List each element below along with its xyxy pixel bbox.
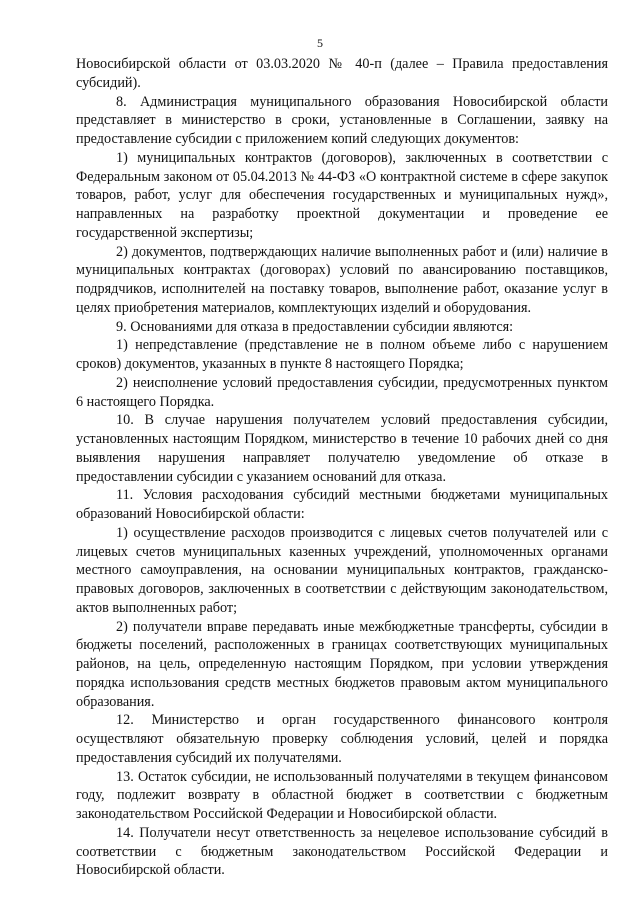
- paragraph: 13. Остаток субсидии, не использованный получателями в текущем финансовом году, подлежит возврату в областной бюджет в соответствии с бюджетным законодательством Российской Федерации и Новосибирской области.: [76, 768, 608, 822]
- paragraph: 12. Министерство и орган государственного финансового контроля осуществляют обязательную проверку соблюдения условий, целей и порядка предоставления субсидий их получателями.: [76, 712, 608, 766]
- paragraph: Новосибирской области от 03.03.2020 № 40-п (далее – Правила предоставления субсидий).: [76, 56, 608, 91]
- paragraph: 8. Администрация муниципального образования Новосибирской области представляет в министерство в сроки, установленные в Соглашении, заявку на предоставление субсидии с приложением копий следующих документов:: [76, 93, 608, 147]
- paragraph: 1) осуществление расходов производится с лицевых счетов получателей или с лицевых счетов муниципальных казенных учреждений, уполномоченных органами местного самоуправления, на основании муниципальных контрактов, гражданско-правовых договоров, заключенных в соответствии с действующим законодательством, актов выполненных работ;: [76, 524, 608, 616]
- paragraph: 10. В случае нарушения получателем условий предоставления субсидии, установленных настоящим Порядком, министерство в течение 10 рабочих дней со дня выявления нарушения направляет получателю уведомление об отказе в предоставлении субсидии с указанием оснований для отказа.: [76, 412, 608, 485]
- page-number: 5: [317, 36, 323, 50]
- paragraph: 2) получатели вправе передавать иные межбюджетные трансферты, субсидии в бюджеты поселений, расположенных в границах соответствующих муниципальных районов, на цель, определенную настоящим Порядком, при условии утверждения порядка использования средств местных бюджетов правовым актом муниципального образования.: [76, 618, 608, 710]
- paragraph: 9. Основаниями для отказа в предоставлении субсидии являются:: [116, 318, 514, 335]
- paragraph: 14. Получатели несут ответственность за нецелевое использование субсидий в соответствии с бюджетным законодательством Российской Федерации и Новосибирской области.: [76, 824, 608, 879]
- paragraph: 2) документов, подтверждающих наличие выполненных работ и (или) наличие в муниципальных контрактах (договорах) условий по авансированию поставщиков, подрядчиков, исполнителей на поставку товаров, выполнение работ, оказание услуг в целях приобретения материалов, комплектующих изделий и оборудования.: [76, 243, 608, 316]
- paragraph: 1) муниципальных контрактов (договоров), заключенных в соответствии с Федеральным законом от 05.04.2013 № 44-ФЗ «О контрактной системе в сфере закупок товаров, работ, услуг для обеспечения государственных и муниципальных нужд», направленных на разработку проектной документации и проведение ее государственной экспертизы;: [76, 149, 608, 241]
- paragraph: 2) неисполнение условий предоставления субсидии, предусмотренных пунктом 6 настоящего Порядка.: [76, 374, 608, 410]
- paragraph: 1) непредставление (представление не в полном объеме либо с нарушением сроков) документов, указанных в пункте 8 настоящего Порядка;: [76, 337, 608, 372]
- paragraph: 11. Условия расходования субсидий местными бюджетами муниципальных образований Новосибирской области:: [76, 487, 608, 522]
- document-body: [76, 55, 608, 880]
